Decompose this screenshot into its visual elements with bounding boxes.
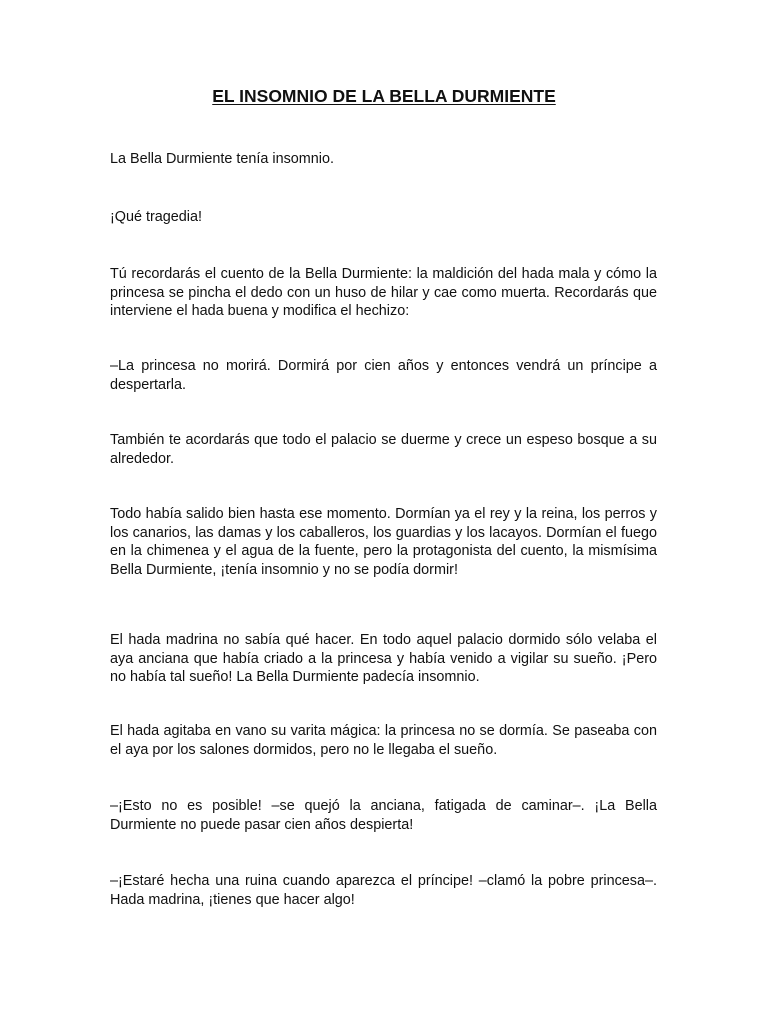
paragraph-8: El hada agitaba en vano su varita mágica: la princesa no se dormía. Se paseaba con el aya por los salones dormidos, pero no le llegaba el sueño. bbox=[110, 723, 657, 758]
document-title: EL INSOMNIO DE LA BELLA DURMIENTE bbox=[212, 86, 556, 106]
paragraph-7: El hada madrina no sabía qué hacer. En todo aquel palacio dormido sólo velaba el aya anciana que había criado a la princesa y había venido a vigilar su sueño. ¡Pero no había tal sueño! La Bella Durmiente padecía insomnio. bbox=[110, 632, 657, 685]
paragraph-9: –¡Esto no es posible! –se quejó la anciana, fatigada de caminar–. ¡La Bella Durmiente no puede pasar cien años despierta! bbox=[110, 798, 657, 833]
paragraph-5: También te acordarás que todo el palacio se duerme y crece un espeso bosque a su alrededor. bbox=[110, 432, 657, 467]
paragraph-1: La Bella Durmiente tenía insomnio. bbox=[110, 151, 334, 167]
paragraph-4: –La princesa no morirá. Dormirá por cien años y entonces vendrá un príncipe a despertarla. bbox=[110, 358, 657, 393]
paragraph-3: Tú recordarás el cuento de la Bella Durmiente: la maldición del hada mala y cómo la princesa se pincha el dedo con un huso de hilar y cae como muerta. Recordarás que interviene el hada buena y modifica el hechizo: bbox=[110, 266, 657, 319]
paragraph-2: ¡Qué tragedia! bbox=[110, 209, 202, 225]
paragraph-10: –¡Estaré hecha una ruina cuando aparezca el príncipe! –clamó la pobre princesa–. Hada madrina, ¡tienes que hacer algo! bbox=[110, 873, 657, 908]
paragraph-6: Todo había salido bien hasta ese momento. Dormían ya el rey y la reina, los perros y los canarios, las damas y los caballeros, los guardias y los lacayos. Dormían el fuego en la chimenea y el agua de la fuente, pero la protagonista del cuento, la mismísima Bella Durmiente, ¡tenía insomnio y no se podía dormir! bbox=[110, 506, 657, 578]
